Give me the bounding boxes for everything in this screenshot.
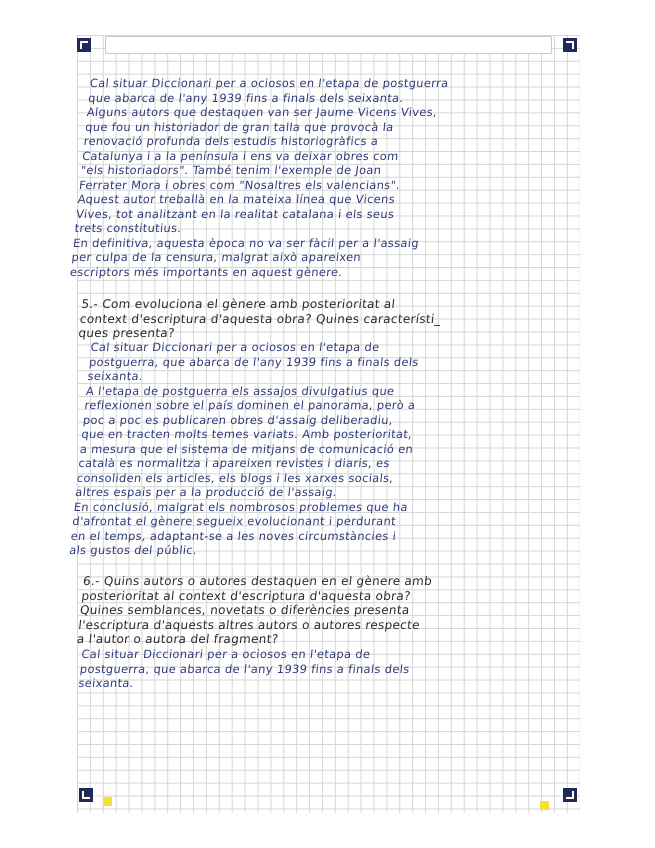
answer-5: Cal situar Diccionari per a ociosos en l'etapa de postguerra, que abarca de l'any 1939 fins a finals dels seixanta. A l'etapa de postguerra els assajos divulgatius que reflexionen sobre el país dominen el panorama, però a poc a poc es publicaren obres d'assaig deliberadiu, que en tracten molts temes variats. Amb posterioritat, a mesura que el sistema de mitjans de comunicació en català es normalitza i apareixen revistes i diaris, es consoliden els articles, els blogs i les xarxes socials, altres espais per a la producció de l'assaig. En conclusió, malgrat els nombrosos problemes que ha d'afrontat el gènere segueix evolucionant i perdurant en el temps, adaptant-se a les noves circumstàncies i als gustos del públic. bbox=[68, 340, 420, 557]
corner-marker-icon bbox=[563, 788, 577, 802]
answer-6: Cal situar Diccionari per a ociosos en l'etapa de postguerra, que abarca de l'any 1939 fins a finals dels seixanta. bbox=[77, 647, 411, 690]
handwritten-paragraph-intro: Cal situar Diccionari per a ociosos en l'etapa de postguerra que abarca de l'any 1939 fins a finals dels seixanta. Alguns autors que destaquen van ser Jaume Vicens Vives, que fou un historiador de gran talla que provocà la renovació profunda dels estudis historiogràfics a Catalunya i a la península i ens va deixar obres com "els historiadors". També tenim l'exemple de Joan Ferrater Mora i obres com "Nosaltres els valencians". Aquest autor treballà en la mateixa línea que Vicens Vives, tot analitzant en la realitat catalana i els seus trets constitutius. En definitiva, aquesta època no va ser fàcil per a l'assaig per culpa de la censura, malgrat això apareixen escriptors més importants en aquest gènere. bbox=[69, 76, 450, 279]
yellow-accent-dot bbox=[103, 797, 112, 806]
question-5: 5.- Com evoluciona el gènere amb posterioritat al context d'escriptura d'aquesta obra? Quines característi_ ques presenta? bbox=[77, 297, 442, 340]
corner-marker-icon bbox=[563, 38, 577, 52]
corner-marker-icon bbox=[77, 38, 91, 52]
corner-marker-icon bbox=[79, 788, 93, 802]
question-6: 6.- Quins autors o autores destaquen en el gènere amb posterioritat al context d'escriptura d'aquesta obra? Quines semblances, novetats o diferències presenta l'escriptura d'aquests altres autors o autores respecte a l'autor o autora del fragment? bbox=[76, 574, 433, 646]
header-bar bbox=[105, 36, 552, 54]
yellow-accent-dot bbox=[540, 801, 549, 810]
